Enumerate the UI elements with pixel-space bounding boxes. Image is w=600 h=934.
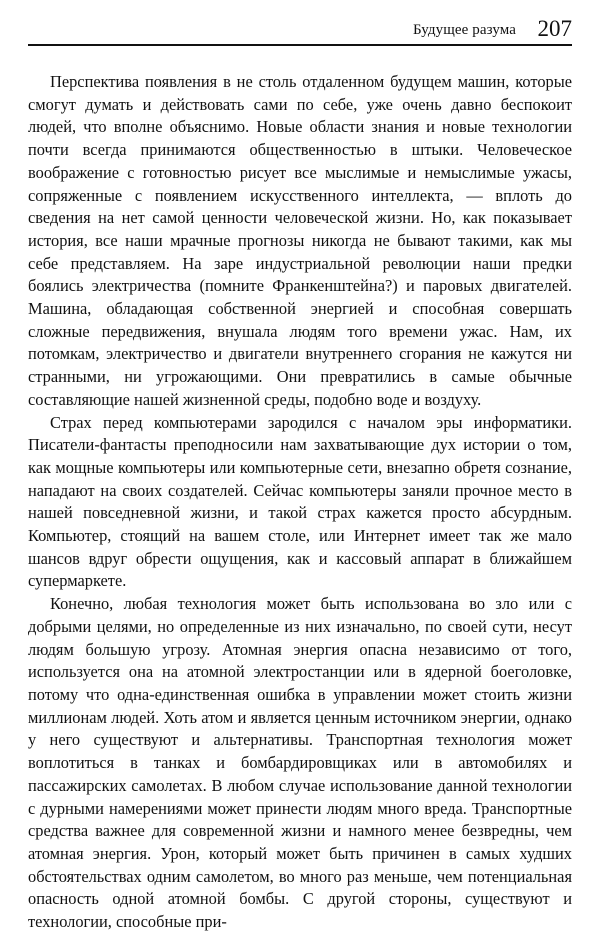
paragraph-technology-risk: Конечно, любая технология может быть использована во зло или с добрыми целями, но определенные из них изначально, по своей сути, несут людям большую угрозу. Атомная энергия опасна независимо от того, используется она на атомной электростанции или в ядерной боеголовке, потому что одна-единственная ошибка в управлении может стоить жизни миллионам людей. Хоть атом и является ценным источником энергии, однако у него существуют и альтернативы. Транспортная технология может воплотиться в танках и бомбардировщиках или в автомобилях и пассажирских самолетах. В любом случае использование данной технологии с дурными намерениями может принести людям много вреда. Транспортные средства важнее для современной жизни и намного менее безвредны, чем атомная энергия. Урон, который может быть причинен в самых худших обстоятельствах одним самолетом, во много раз меньше, чем потенциальная опасность одной атомной бомбы. С другой стороны, существуют и технологии, способные при- [28, 594, 572, 932]
running-title: Будущее разума [412, 22, 516, 38]
page-header [28, 14, 572, 46]
paragraph-machines-fear: Перспектива появления в не столь отдаленном будущем машин, которые смогут думать и действовать сами по себе, уже очень давно беспокоит людей, что вполне объяснимо. Новые области знания и новые технологии почти всегда принимаются общественностью в штыки. Человеческое воображение с готовностью рисует все мыслимые и немыслимые ужасы, сопряженные с появлением искусственного интеллекта, — вплоть до сведения на нет самой ценности человеческой жизни. Но, как показывает история, все наши мрачные прогнозы никогда не бывают такими, как мы себе представляем. На заре индустриальной революции наши предки боялись электричества (помните Франкенштейна?) и паровых двигателей. Машина, обладающая собственной энергией и способная совершать сложные передвижения, внушала людям того времени ужас. Нам, их потомкам, электричество и двигатели внутреннего сгорания не кажутся ни странными, ни угрожающими. Они превратились в самые обычные составляющие нашей жизненной среды, подобно воде и воздуху. [28, 72, 572, 409]
page-number: 207 [537, 16, 572, 41]
page-body [28, 71, 572, 934]
paragraph-computers-fear: Страх перед компьютерами зародился с началом эры информатики. Писатели-фантасты преподносили нам захватывающие дух истории о том, как мощные компьютеры или компьютерные сети, внезапно обретя сознание, нападают на своих создателей. Сейчас компьютеры заняли прочное место в нашей повседневной жизни, и такой страх кажется просто абсурдным. Компьютер, стоящий на вашем столе, или Интернет имеет так же мало шансов вдруг обрести ощущения, как и кассовый аппарат в ближайшем супермаркете. [28, 412, 572, 591]
